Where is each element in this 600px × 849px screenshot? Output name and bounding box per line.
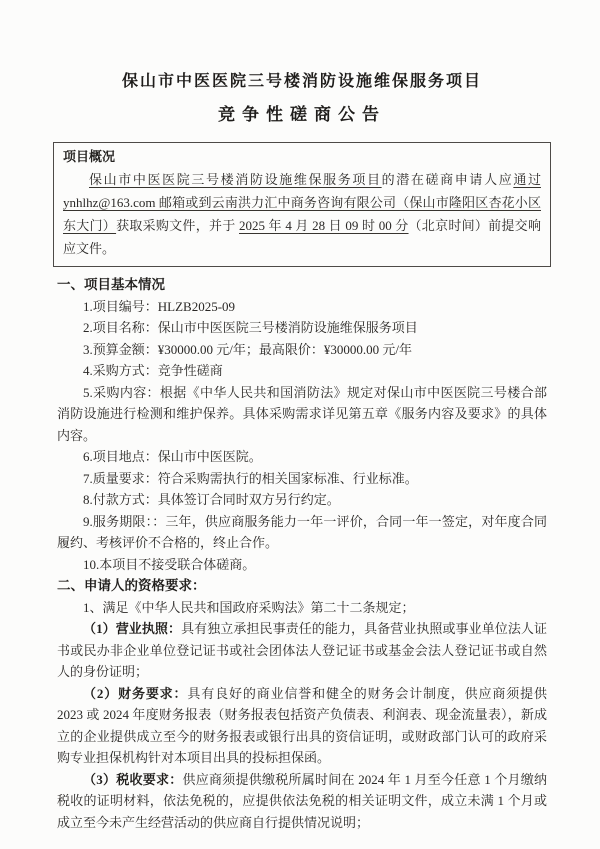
section-1-item-8 [57, 489, 547, 511]
item-text: 供应商须提供缴税所属时间在 2024 年 1 月至今任意 1 个月缴纳税收的证明材料，依法免税的，应提供依法免税的相关证明文件，成立未满 1 个月或成立至今未产生经营活动的供应商自行提供情况说明； [57, 771, 547, 830]
overview-text-segment: （北京时间）前提交响应文件。 [63, 218, 541, 256]
section-1-item-2 [57, 317, 547, 339]
overview-underlined-text: 通过 ynhlhz@163.com 邮箱或到云南洪力汇中商务咨询有限公司（保山市隆阳区杏花小区东大门） [63, 172, 541, 233]
item-text: 具有独立承担民事责任的能力，具备营业执照或事业单位法人证书或民办非企业单位登记证书或社会团体法人登记证书或基金会法人登记证书或自然人的身份证明； [57, 621, 547, 679]
item-text: 1、满足《中华人民共和国政府采购法》第二十二条规定； [83, 599, 415, 615]
overview-heading: 项目概况 [63, 149, 116, 164]
section-2-item-3 [57, 683, 547, 769]
overview-underlined-text: 保山市中医医院三号楼消防设施维保服务项目 [89, 172, 382, 187]
item-text: 10.本项目不接受联合体磋商。 [83, 556, 256, 572]
item-text: 具有良好的商业信誉和健全的财务会计制度，供应商须提供 2023 或 2024 年度财务报表（财务报表包括资产负债表、利润表、现金流量表），新成立的企业提供成立至今的财务报表或银行出具的资信证明，或财政部门认可的政府采购专业担保机构针对本项目出具的投标担保函。 [57, 685, 547, 765]
project-overview-box [53, 142, 551, 267]
item-text: 9.服务期限：：三年，供应商服务能力一年一评价，合同一年一签定，对年度合同履约、考核评价不合格的，终止合作。 [57, 513, 547, 550]
section-2-item-4 [57, 769, 547, 834]
overview-text-segment: 的潜在磋商申请人应 [381, 172, 514, 187]
item-text: 6.项目地点：保山市中医医院。 [83, 449, 262, 464]
section-1-item-6 [57, 446, 547, 468]
item-label-bold: （2）财务要求： [83, 685, 188, 701]
item-text: 5.采购内容：根据《中华人民共和国消防法》规定对保山市中医医院三号楼合部消防设施进行检测和维护保养。具体采购需求详见第五章《服务内容及要求》的具体内容。 [57, 384, 547, 443]
item-text: 8.付款方式：具体签订合同时双方另行约定。 [83, 492, 340, 507]
overview-paragraph [63, 168, 541, 260]
item-text: 4.采购方式：竞争性磋商 [83, 363, 223, 378]
document-title: 保山市中医医院三号楼消防设施维保服务项目 [121, 73, 482, 90]
section-2-item-2 [57, 618, 547, 683]
section-1-heading: 一、项目基本情况 [57, 277, 165, 292]
item-text: 7.质量要求：符合采购需执行的相关国家标准、行业标准。 [83, 470, 418, 486]
section-1-item-3 [57, 339, 547, 361]
overview-underlined-text: 2025 年 4 月 28 日 09 时 00 分 [239, 218, 409, 233]
section-1-item-4 [57, 360, 547, 382]
section-1-item-5 [57, 382, 547, 447]
document-subtitle: 竞争性磋商公告 [218, 105, 386, 124]
item-label-bold: （3）税收要求： [83, 771, 183, 787]
item-text: 2.项目名称：保山市中医医院三号楼消防设施维保服务项目 [83, 320, 418, 335]
section-1-item-7 [57, 468, 547, 490]
section-2-heading: 二、申请人的资格要求： [57, 578, 206, 593]
section-1-item-10 [57, 554, 547, 576]
section-2-item-1 [57, 597, 547, 619]
document-sections [57, 274, 547, 833]
item-text: 3.预算金额：¥30000.00 元/年；最高限价：¥30000.00 元/年 [83, 341, 412, 357]
section-1-item-1 [57, 296, 547, 318]
section-1-item-9 [57, 511, 547, 554]
item-label-bold: （1）营业执照： [83, 621, 182, 636]
overview-text-segment: 获取采购文件，并于 [116, 218, 240, 233]
item-text: 1.项目编号：HLZB2025-09 [83, 298, 236, 314]
